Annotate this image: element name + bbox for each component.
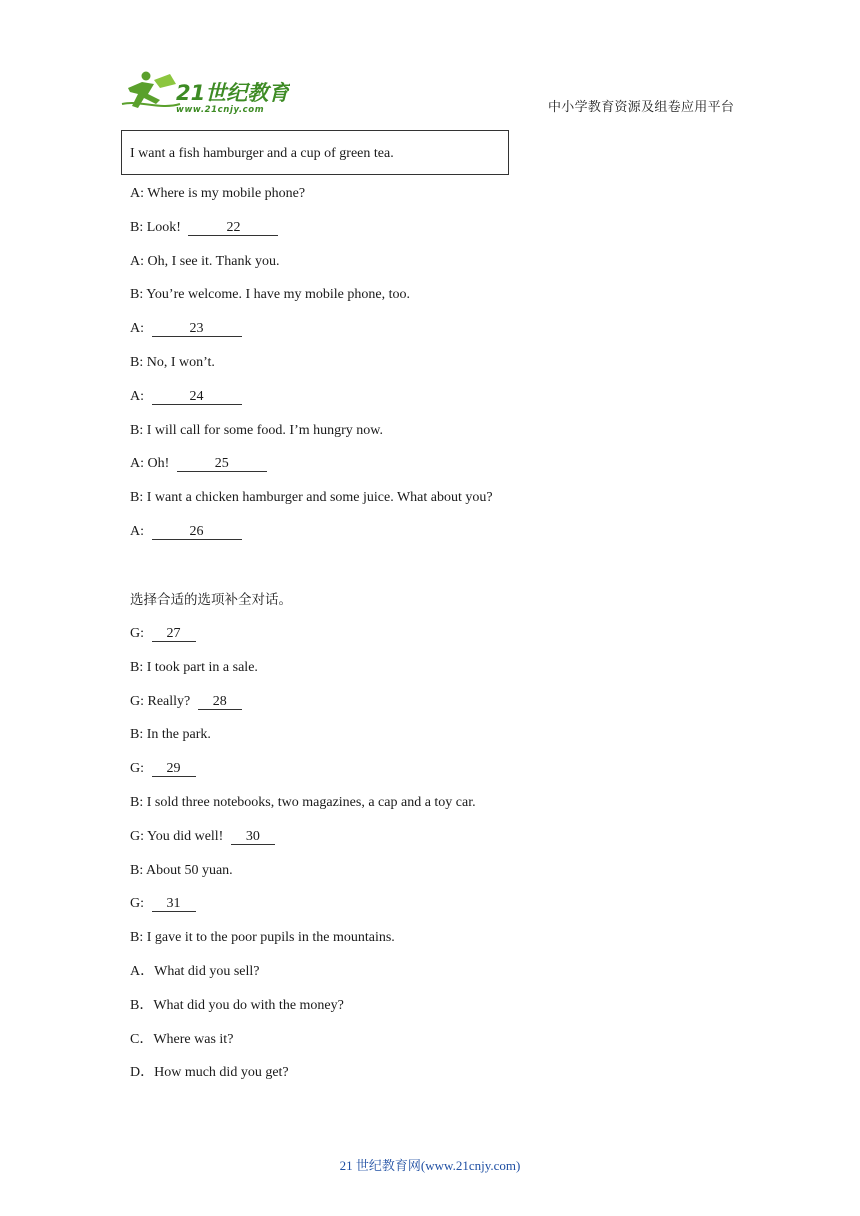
dialogue-2-line: B: I took part in a sale.: [130, 659, 258, 675]
dialogue-1-line: A: Where is my mobile phone?: [130, 186, 306, 201]
speaker-prefix: A:: [130, 524, 144, 539]
site-logo[interactable]: [120, 70, 290, 116]
dialogue-1-line: [130, 389, 242, 405]
dialogue-2-line: [130, 626, 196, 642]
speaker-prefix: G: Really?: [130, 693, 191, 709]
dialogue-2-line: B: In the park.: [130, 727, 211, 743]
dialogue-2-line: [130, 694, 242, 710]
dialogue-1-line: B: You’re welcome. I have my mobile phone, too.: [130, 287, 410, 303]
speaker-prefix: A: Oh!: [130, 456, 170, 472]
dialogue-1-line: [130, 524, 242, 540]
dialogue-2-line: [130, 896, 196, 912]
answer-blank[interactable]: 23: [152, 322, 242, 337]
boxed-sentence-text: I want a fish hamburger and a cup of green tea.: [130, 146, 394, 161]
option-item: A．What did you sell?: [130, 964, 260, 979]
answer-blank[interactable]: 31: [152, 897, 196, 912]
svg-text:21世纪教育: 21世纪教育: [176, 81, 290, 105]
answer-blank[interactable]: 30: [231, 830, 275, 845]
speaker-prefix: G: You did well!: [130, 828, 224, 844]
dialogue-2-line: B: I sold three notebooks, two magazines, a cap and a toy car.: [130, 795, 476, 810]
answer-blank[interactable]: 29: [152, 762, 196, 777]
answer-blank[interactable]: 27: [152, 627, 196, 642]
dialogue-2-line: [130, 761, 196, 777]
option-item: C．Where was it?: [130, 1031, 234, 1047]
dialogue-1-line: B: I will call for some food. I’m hungry now.: [130, 422, 383, 438]
answer-blank[interactable]: 25: [177, 457, 267, 472]
answer-blank[interactable]: 22: [188, 221, 278, 236]
answer-blank[interactable]: 26: [152, 525, 242, 540]
dialogue-1-line: [130, 456, 267, 472]
answer-blank[interactable]: 24: [152, 390, 242, 405]
boxed-answer-sentence: [121, 130, 509, 175]
speaker-prefix: G:: [130, 896, 144, 912]
speaker-prefix: A:: [130, 388, 144, 404]
dialogue-2-line: B: About 50 yuan.: [130, 862, 233, 878]
platform-title: 中小学教育资源及组卷应用平台: [548, 100, 735, 115]
dialogue-1-line: [130, 220, 278, 236]
dialogue-1-line: A: Oh, I see it. Thank you.: [130, 253, 280, 269]
svg-text:www.21cnjy.com: www.21cnjy.com: [176, 105, 265, 115]
speaker-prefix: B: Look!: [130, 219, 181, 235]
speaker-prefix: A:: [130, 321, 144, 337]
option-item: D．How much did you get?: [130, 1065, 289, 1081]
footer-link[interactable]: 21 世纪教育网(www.21cnjy.com): [339, 1158, 521, 1173]
section-2-instruction: 选择合适的选项补全对话。: [130, 592, 292, 608]
speaker-prefix: G:: [130, 626, 144, 641]
speaker-prefix: G:: [130, 761, 144, 777]
dialogue-1-line: B: I want a chicken hamburger and some juice. What about you?: [130, 490, 493, 506]
dialogue-2-line: [130, 829, 275, 845]
dialogue-1-line: [130, 321, 242, 337]
option-item: B．What did you do with the money?: [130, 997, 344, 1013]
dialogue-2-line: B: I gave it to the poor pupils in the mountains.: [130, 930, 395, 946]
answer-blank[interactable]: 28: [198, 695, 242, 710]
dialogue-1-line: B: No, I won’t.: [130, 355, 215, 370]
